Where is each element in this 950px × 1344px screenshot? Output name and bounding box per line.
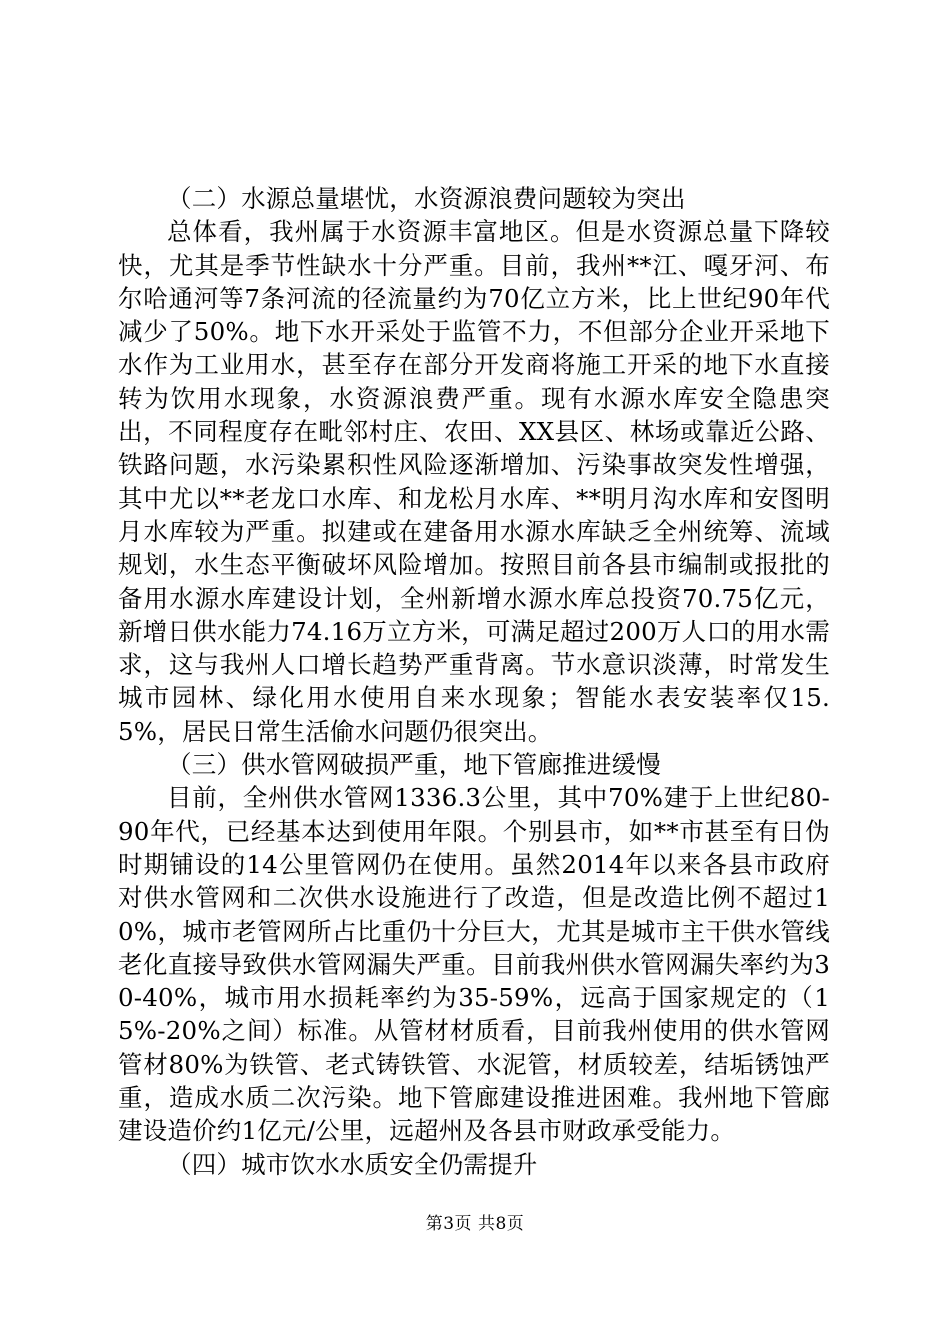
section-paragraph-3: 目前，全州供水管网1336.3公里，其中70%建于上世纪80-90年代，已经基本达到使用年限。个别县市，如**市甚至有日伪时期铺设的14公里管网仍在使用。虽然2014年以来各县市政府对供水管网和二次供水设施进行了改造，但是改造比例不超过10%，城市老管网所占比重仍十分巨大，尤其是城市主干供水管线老化直接导致供水管网漏失严重。目前我州供水管网漏失率约为30-40%，城市用水损耗率约为35-59%，远高于国家规定的（15%-20%之间）标准。从管材材质看，目前我州使用的供水管网管材80%为铁管、老式铸铁管、水泥管，材质较差，结垢锈蚀严重，造成水质二次污染。地下管廊建设推进困难。我州地下管廊建设造价约1亿元/公里，远超州及各县市财政承受能力。 [118,783,830,1146]
section-heading-4: （四）城市饮水水质安全仍需提升 [167,1149,538,1179]
section-heading-3: （三）供水管网破损严重，地下管廊推进缓慢 [167,750,661,780]
section-heading-2: （二）水源总量堪忧，水资源浪费问题较为突出 [167,184,686,213]
section-paragraph-2: 总体看，我州属于水资源丰富地区。但是水资源总量下降较快，尤其是季节性缺水十分严重。目前，我州**江、嘎牙河、布尔哈通河等7条河流的径流量约为70亿立方米，比上世纪90年代减少了50%。地下水开采处于监管不力，不但部分企业开采地下水作为工业用水，甚至存在部分开发商将施工开采的地下水直接转为饮用水现象，水资源浪费严重。现有水源水库安全隐患突出，不同程度存在毗邻村庄、农田、XX县区、林场或靠近公路、铁路问题，水污染累积性风险逐渐增加、污染事故突发性增强，其中尤以**老龙口水库、和龙松月水库、**明月沟水库和安图明月水库较为严重。拟建或在建备用水源水库缺乏全州统筹、流域规划，水生态平衡破坏风险增加。按照目前各县市编制或报批的备用水源水库建设计划，全州新增水源水库总投资70.75亿元，新增日供水能力74.16万立方米，可满足超过200万人口的用水需求，这与我州人口增长趋势严重背离。节水意识淡薄，时常发生城市园林、绿化用水使用自来水现象；智能水表安装率仅15.5%，居民日常生活偷水问题仍很突出。 [118,217,830,746]
document-body [118,182,830,1181]
page-footer: 第3页 共8页 [425,1214,525,1234]
